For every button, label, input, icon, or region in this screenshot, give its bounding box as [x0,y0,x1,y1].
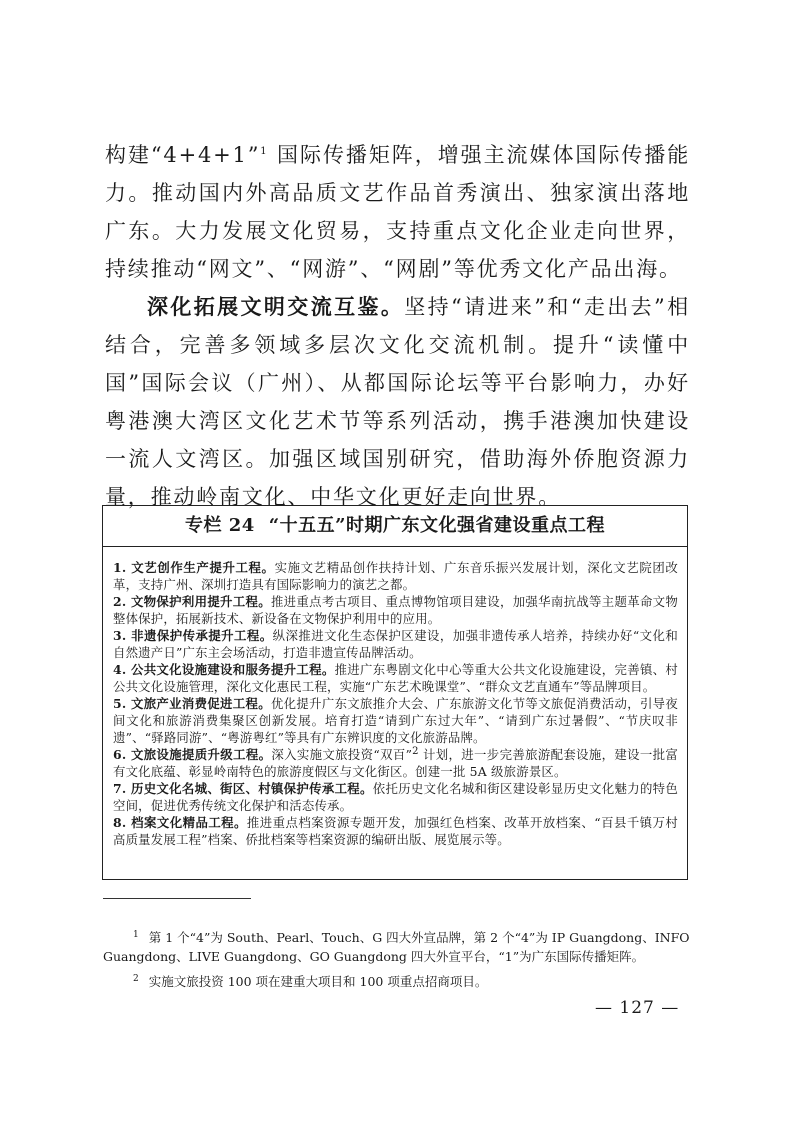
footnote-ref-1[interactable]: 1 [260,146,269,157]
box-item-8 [113,814,678,848]
box-item-text: 优化提升广东文旅推介大会、广东旅游文化节等文旅促消费活动，引导夜间文化和旅游消费集聚区创新发展。培育打造“请到广东过大年”、“请到广东过暑假”、“节庆叹非遗”、“驿路同游”、“粤游粤红”等具有广东辨识度的文化旅游品牌。 [113,696,678,745]
box-item-7 [113,780,678,814]
footnote-number: 2 [133,974,139,984]
box-item-text: 依托历史文化名城和街区建设彰显历史文化魅力的特色空间，促进优秀传统文化保护和活态传承。 [113,781,678,813]
footnote-1 [103,926,693,966]
footnote-number: 1 [133,930,139,940]
box-item-text: 实施文艺精品创作扶持计划、广东音乐振兴发展计划，深化文艺院团改革，支持广州、深圳打造具有国际影响力的演艺之都。 [113,560,678,592]
footnote-2 [103,970,693,991]
box-item-title: 3. 非遗保护传承提升工程。 [113,628,273,643]
box-item-text: 纵深推进文化生态保护区建设，加强非遗传承人培养，持续办好“文化和自然遗产日”广东主会场活动，打造非遗宣传品牌活动。 [113,628,678,660]
paragraph-2-heading: 深化拓展文明交流互鉴。 [147,294,405,319]
column-box [102,505,688,880]
box-item-text: 深入实施文旅投资“双百” [271,747,413,762]
footnote-ref-2[interactable]: 2 [412,745,419,757]
box-body [103,547,687,848]
box-item-4 [113,661,678,695]
box-heading: “十五五”时期广东文化强省建设重点工程 [268,515,606,536]
box-item-title: 1. 文艺创作生产提升工程。 [113,560,275,575]
footnote-divider [103,898,251,899]
paragraph-1-rest: 国际传播矩阵，增强主流媒体国际传播能力。推动国内外高品质文艺作品首秀演出、独家演出落地广东。大力发展文化贸易，支持重点文化企业走向世界，持续推动“网文”、“网游”、“网剧”等优秀文化产品出海。 [105,143,690,281]
box-item-2 [113,593,678,627]
body-text [105,136,690,516]
paragraph-1 [105,136,690,288]
box-item-6 [113,746,678,780]
paragraph-2 [105,288,690,516]
paragraph-2-rest: 坚持“请进来”和“走出去”相结合，完善多领域多层次文化交流机制。提升“读懂中国”国际会议（广州）、从都国际论坛等平台影响力，办好粤港澳大湾区文化艺术节等系列活动，携手港澳加快建设一流人文湾区。加强区域国别研究，借助海外侨胞资源力量，推动岭南文化、中华文化更好走向世界。 [105,295,690,509]
footnote-text: 实施文旅投资 100 项在建重大项目和 100 项重点招商项目。 [148,974,488,990]
box-item-3 [113,627,678,661]
box-item-title: 7. 历史文化名城、街区、村镇保护传承工程。 [113,781,373,796]
box-number: 专栏 24 [184,515,255,536]
footnote-text: 第 1 个“4”为 South、Pearl、Touch、G 四大外宣品牌，第 2 个“4”为 IP Guangdong、INFO Guangdong、LIVE Guangdong、GO Guangdong 四大外宣平台，“1”为广东国际传播矩阵。 [103,930,690,965]
box-title [103,506,687,547]
page-number: — 127 — [595,998,680,1018]
box-item-title: 8. 档案文化精品工程。 [113,815,247,830]
box-item-title: 4. 公共文化设施建设和服务提升工程。 [113,662,335,677]
box-item-title: 6. 文旅设施提质升级工程。 [113,747,272,762]
box-item-text: 推进广东粤剧文化中心等重大公共文化设施建设，完善镇、村公共文化设施管理，深化文化惠民工程，实施“广东艺术晚课堂”、“群众文艺直通车”等品牌项目。 [113,662,678,694]
box-item-text: 推进重点档案资源专题开发，加强红色档案、改革开放档案、“百县千镇万村高质量发展工程”档案、侨批档案等档案资源的编研出版、展览展示等。 [113,815,678,847]
box-item-title: 2. 文物保护利用提升工程。 [113,594,271,609]
box-item-text-after: 计划，进一步完善旅游配套设施，建设一批富有文化底蕴、彰显岭南特色的旅游度假区与文化街区。创建一批 5A 级旅游景区。 [113,747,678,779]
box-item-title: 5. 文旅产业消费促进工程。 [113,696,271,711]
paragraph-1-start: 构建“4+4+1” [105,143,261,167]
box-item-1 [113,559,678,593]
box-item-text: 推进重点考古项目、重点博物馆项目建设，加强华南抗战等主题革命文物整体保护，拓展新技术、新设备在文物保护利用中的应用。 [113,594,678,626]
box-item-5 [113,695,678,746]
